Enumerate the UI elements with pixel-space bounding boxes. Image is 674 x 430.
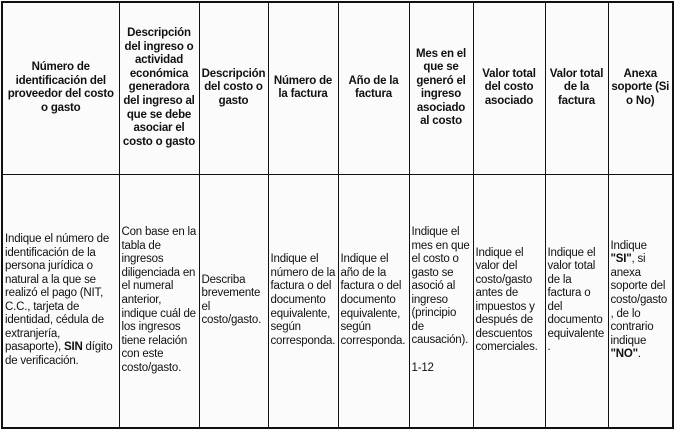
month-range-label: 1-12 (411, 362, 434, 374)
header-cost-total: Valor total del costo asociado (473, 2, 545, 174)
instruction-invoice-number: Indique el número de la factura o del documento equivalente, según corresponda. (268, 174, 338, 428)
cost-expense-table (1, 1, 674, 429)
instruction-provider-id-emphasis: SIN (63, 341, 83, 354)
header-income-month: Mes en el que se generó el ingreso asociado al costo (409, 2, 473, 174)
instruction-support-text: Indique (610, 239, 647, 252)
instruction-income-month (409, 174, 473, 428)
header-support-attached: Anexa soporte (Si o No) (608, 2, 673, 174)
instruction-support-yes: "SI" (610, 253, 632, 266)
instruction-income-description: Con base en la tabla de ingresos diligenciada en el numeral anterior, indique cuál de los ingresos tiene relación con este costo/gasto. (119, 174, 199, 428)
header-income-description: Descripción del ingreso o actividad económica generadora del ingreso al que se debe asociar el costo o gasto (119, 2, 199, 174)
instruction-provider-id (2, 174, 119, 428)
instruction-invoice-total: Indique el valor total de la factura o del documento equivalente. (545, 174, 608, 428)
header-row (2, 2, 673, 174)
instruction-support-no: "NO" (610, 348, 638, 361)
header-invoice-number: Número de la factura (268, 2, 338, 174)
header-invoice-total: Valor total de la factura (545, 2, 608, 174)
instruction-cost-description: Describa brevemente el costo/gasto. (199, 174, 268, 428)
instruction-support-tail: . (637, 348, 641, 361)
instruction-income-month-text: Indique el mes en que el costo o gasto se asoció al ingreso (principio de causación). (411, 225, 470, 347)
instruction-support-middle: , si anexa soporte del costo/gasto, de lo contrario indique (610, 253, 668, 347)
instruction-provider-id-text: Indique el número de identificación de la persona jurídica o natural a la que se realizó el pago (NIT, C.C., tarjeta de identidad, cédula de extranjería, pasaporte), (5, 232, 110, 354)
instruction-support-attached (608, 174, 673, 428)
header-provider-id: Número de identificación del proveedor del costo o gasto (2, 2, 119, 174)
instructions-row (2, 174, 673, 428)
header-cost-description: Descripción del costo o gasto (199, 2, 268, 174)
instruction-invoice-year: Indique el año de la factura o del documento equivalente, según corresponda. (338, 174, 409, 428)
instruction-cost-total: Indique el valor del costo/gasto antes de impuestos y después de descuentos comerciales. (473, 174, 545, 428)
header-invoice-year: Año de la factura (338, 2, 409, 174)
instruction-provider-id-tail: dígito de verificación. (5, 341, 113, 367)
